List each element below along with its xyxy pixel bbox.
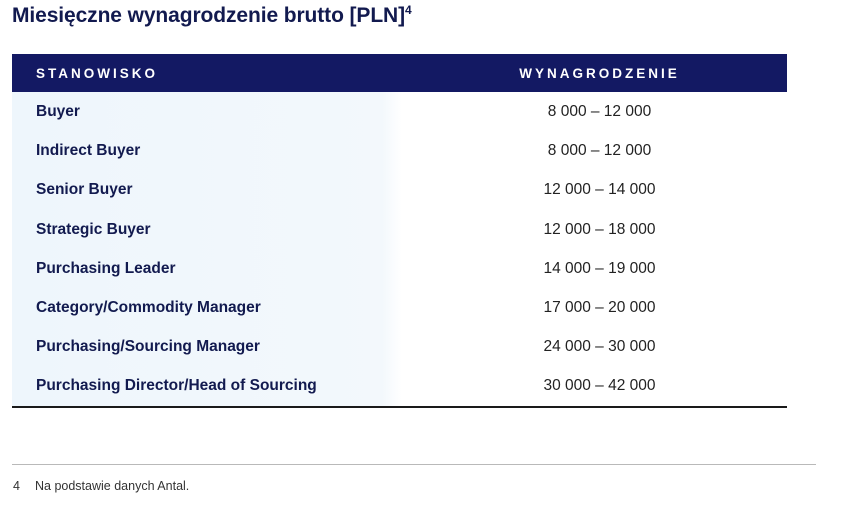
- header-salary: WYNAGRODZENIE: [519, 66, 680, 81]
- table-row: [12, 170, 787, 209]
- cell-salary: 8 000 – 12 000: [547, 103, 652, 120]
- footnote-number: 4: [13, 479, 20, 493]
- title-footnote-ref: 4: [405, 3, 412, 17]
- cell-position: Purchasing/Sourcing Manager: [36, 338, 260, 356]
- cell-salary: 30 000 – 42 000: [543, 377, 656, 395]
- table-row: [12, 92, 787, 131]
- title-text: Miesięczne wynagrodzenie brutto [PLN]: [12, 4, 406, 27]
- table-row: [12, 249, 787, 288]
- cell-position: Indirect Buyer: [36, 142, 141, 160]
- cell-salary: 24 000 – 30 000: [543, 338, 656, 356]
- cell-salary: 12 000 – 18 000: [543, 220, 656, 238]
- table-row: [12, 131, 787, 170]
- cell-position: Senior Buyer: [36, 181, 133, 199]
- cell-position: Purchasing Director/Head of Sourcing: [36, 377, 317, 395]
- table-row: [12, 327, 787, 366]
- cell-salary: 12 000 – 14 000: [543, 181, 656, 199]
- footnote: [13, 479, 189, 493]
- table-row: [12, 288, 787, 327]
- table-body: [12, 92, 787, 408]
- table-row: [12, 366, 787, 405]
- cell-position: Purchasing Leader: [36, 259, 176, 277]
- header-position: STANOWISKO: [36, 66, 158, 81]
- cell-position: Category/Commodity Manager: [36, 298, 261, 316]
- table-row: [12, 210, 787, 249]
- cell-position: Strategic Buyer: [36, 220, 151, 238]
- salary-table: [12, 54, 787, 408]
- table-header: [12, 54, 787, 92]
- footnote-text: Na podstawie danych Antal.: [35, 479, 190, 493]
- page-title: [12, 4, 412, 28]
- footnote-divider: [12, 464, 816, 465]
- cell-salary: 8 000 – 12 000: [547, 142, 652, 160]
- cell-salary: 14 000 – 19 000: [543, 259, 656, 277]
- cell-position: Buyer: [36, 103, 80, 120]
- cell-salary: 17 000 – 20 000: [543, 298, 656, 316]
